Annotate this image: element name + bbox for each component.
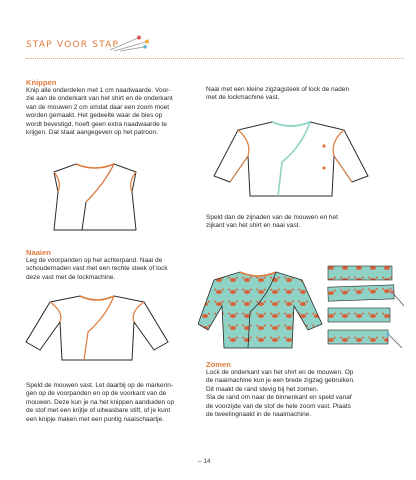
header-divider (26, 58, 404, 59)
text-line: mouwen. Deze kun je na het knippen aanduiden op (26, 398, 175, 406)
text-line: de tweelingnaald in de naaimachine. (206, 411, 312, 419)
crab-fabric-illustration (198, 262, 408, 354)
text-line: worden gemaakt. Het gedeelte waar de bies op (26, 112, 163, 120)
section-text-naaien (26, 257, 206, 282)
section-text-mouwen (26, 382, 208, 424)
text-line: Speld dan de zijnaden van de mouwen en het (206, 214, 338, 221)
section-heading-knippen: Knippen (26, 78, 57, 87)
text-line: Speld de mouwen vast. Let daarbij op de markerin- (26, 382, 174, 389)
text-line: schoudernaden vast met een rechte steek of lock (26, 265, 168, 273)
text-line: zijkant van het shirt en naai vast. (206, 222, 301, 230)
sewing-pins-icon (108, 34, 152, 52)
section-heading-zomen: Zomen (206, 360, 231, 369)
text-line: Sla de rand om naar de binnenkant en speld vanaf (206, 394, 352, 402)
text-line: van de mouwen 2 cm omdat daar een zoom moet (26, 103, 170, 111)
section-text-knippen (26, 87, 206, 137)
section-text-zomen (206, 369, 402, 419)
page-number: – 14 (198, 458, 211, 465)
text-line: de voorzijde van de stof de hele zoom vast. Plaats (206, 402, 351, 410)
text-line: Leg de voorpanden op het achterpand. Naai de (26, 257, 163, 264)
text-line: de naaimachine kun je een brede zigzag gebruiken. (206, 377, 355, 385)
text-line: Dit maakt de rand stevig bij het zomen. (206, 385, 319, 393)
text-line: de stof met een krijtje of uitwasbare stift, of je kunt (26, 407, 171, 415)
shirt-with-sleeves-illustration (22, 292, 172, 364)
section-text-zigzag (206, 86, 396, 103)
finished-shirt-illustration (206, 116, 376, 202)
text-line: deze vast met de lockmachine. (26, 273, 116, 281)
text-line: Lock de onderkant van het shirt en de mouwen. Op (206, 369, 354, 376)
text-line: wordt bevestigd, hoeft geen extra naadwaarde te (26, 120, 167, 128)
text-line: gen op de voorpanden en op de voorkant van de (26, 390, 167, 398)
text-line: Knip alle onderdelen met 1 cm naadwaarde. Voor- (26, 87, 171, 94)
page-header-title: STAP VOOR STAP (26, 40, 120, 50)
text-line: krijgen. Dat staat aangegeven op het patroon. (26, 129, 158, 137)
text-line: een knipje maken met een puntig naaischaartje. (26, 415, 165, 423)
sleeveless-shirt-illustration (40, 158, 150, 234)
section-text-zijnaden (206, 214, 396, 231)
text-line: Naai met een kleine zigzagsteek of lock de naden (206, 86, 350, 93)
text-line: met de lockmachine vast. (206, 94, 280, 102)
section-heading-naaien: Naaien (26, 248, 51, 257)
text-line: zie aan de onderkant van het shirt en de onderkant (26, 95, 173, 103)
